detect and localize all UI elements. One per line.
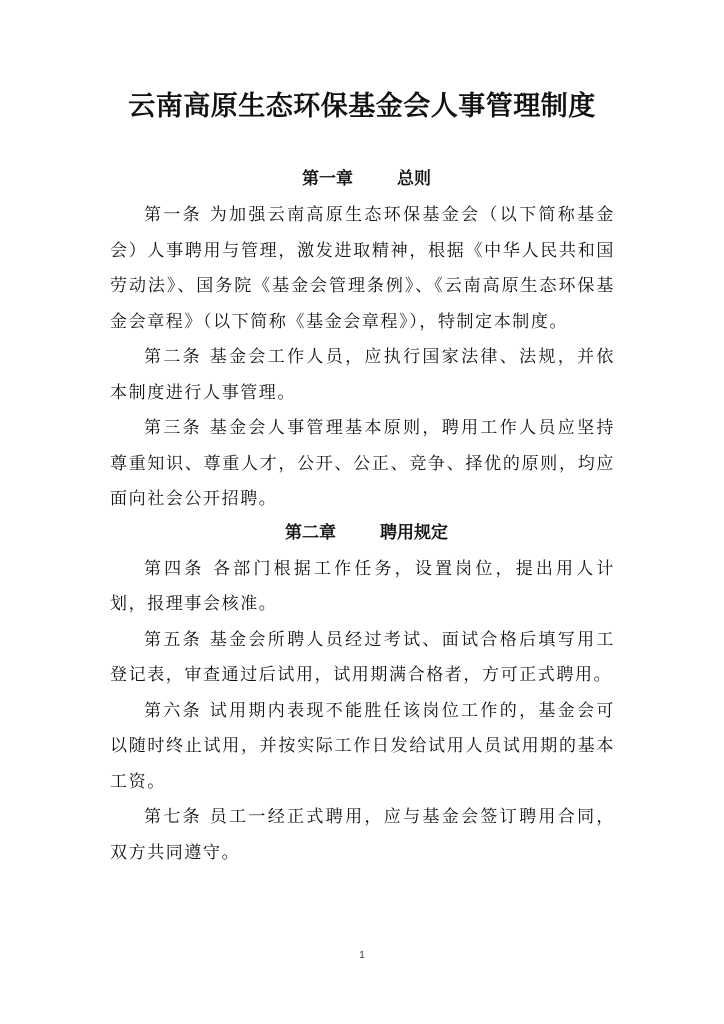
chapter-heading-2 [110, 518, 615, 548]
chapter-heading-1 [110, 164, 615, 194]
document-title: 云南高原生态环保基金会人事管理制度 [128, 91, 596, 122]
article-5: 第五条 基金会所聘人员经过考试、面试合格后填写用工登记表，审查通过后试用，试用期满合格者，方可正式聘用。 [110, 629, 615, 685]
article-6: 第六条 试用期内表现不能胜任该岗位工作的，基金会可以随时终止试用，并按实际工作日发给试用人员试用期的基本工资。 [110, 700, 615, 792]
article-4: 第四条 各部门根据工作任务，设置岗位，提出用人计划，报理事会核准。 [110, 558, 615, 614]
chapter-name: 总则 [397, 169, 431, 189]
chapter-number: 第二章 [285, 522, 336, 543]
article-1: 第一条 为加强云南高原生态环保基金会（以下简称基金会）人事聘用与管理，激发进取精神，根据《中华人民共和国劳动法》、国务院《基金会管理条例》、《云南高原生态环保基金会章程》（以下简称《基金会章程》），特制定本制度。 [110, 205, 615, 332]
page-number: 1 [359, 950, 365, 961]
article-2: 第二条 基金会工作人员，应执行国家法律、法规，并依本制度进行人事管理。 [110, 347, 615, 403]
chapter-name: 聘用规定 [380, 522, 448, 543]
chapter-number: 第一章 [302, 169, 353, 189]
article-7: 第七条 员工一经正式聘用，应与基金会签订聘用合同，双方共同遵守。 [110, 807, 615, 863]
article-3: 第三条 基金会人事管理基本原则，聘用工作人员应坚持尊重知识、尊重人才，公开、公正、竞争、择优的原则，均应面向社会公开招聘。 [110, 418, 615, 509]
document-body [110, 164, 615, 871]
